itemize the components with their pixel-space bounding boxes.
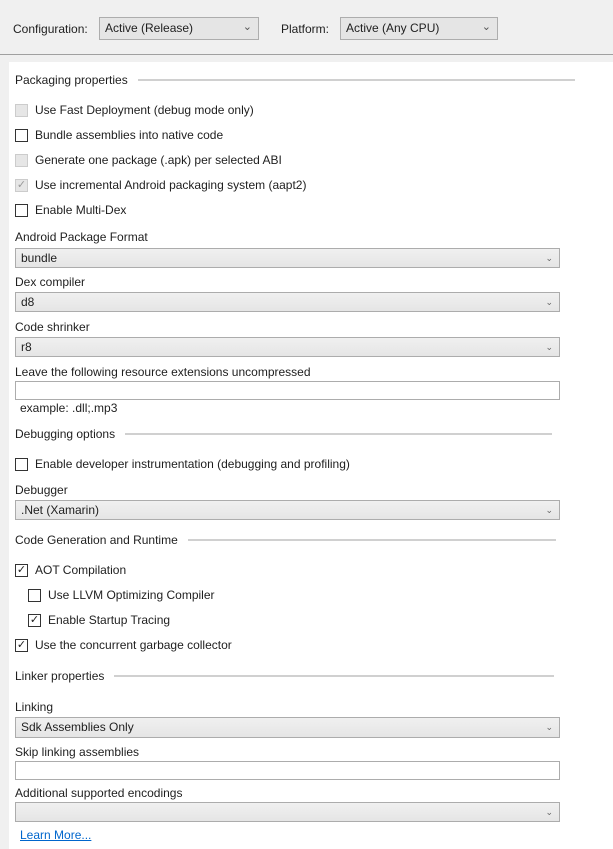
section-linker bbox=[15, 669, 554, 683]
checkmark-icon[interactable]: ✓ bbox=[16, 638, 27, 651]
fast-deployment-checkbox[interactable] bbox=[15, 103, 254, 117]
linking-label: Linking bbox=[15, 700, 54, 714]
encodings-label: Additional supported encodings bbox=[15, 786, 183, 800]
section-divider bbox=[138, 79, 575, 81]
chevron-down-icon: ⌄ bbox=[481, 21, 491, 33]
section-title: Debugging options bbox=[15, 427, 116, 441]
dex-compiler-label: Dex compiler bbox=[15, 275, 86, 289]
combo-value: bundle bbox=[21, 251, 58, 265]
per-abi-checkbox[interactable] bbox=[15, 153, 282, 167]
checkbox-label: Use Fast Deployment (debug mode only) bbox=[35, 103, 254, 117]
package-format-label: Android Package Format bbox=[15, 230, 148, 244]
configuration-value: Active (Release) bbox=[105, 21, 194, 35]
section-codegen bbox=[15, 533, 556, 547]
checkbox-box[interactable] bbox=[15, 104, 28, 117]
code-shrinker-label: Code shrinker bbox=[15, 320, 90, 334]
section-packaging bbox=[15, 73, 575, 87]
checkbox-box[interactable] bbox=[28, 589, 41, 602]
llvm-checkbox[interactable] bbox=[28, 588, 215, 602]
checkbox-box[interactable] bbox=[15, 129, 28, 142]
toolbar-divider bbox=[0, 54, 613, 55]
checkmark-icon[interactable]: ✓ bbox=[16, 563, 27, 576]
combo-value: Sdk Assemblies Only bbox=[21, 720, 134, 734]
checkbox-label: Enable Startup Tracing bbox=[48, 613, 171, 627]
checkbox-label: Use the concurrent garbage collector bbox=[35, 638, 232, 652]
dex-compiler-combo[interactable] bbox=[15, 292, 560, 312]
concurrent-gc-checkbox[interactable] bbox=[15, 638, 232, 652]
checkbox-box[interactable] bbox=[15, 458, 28, 471]
chevron-down-icon: ⌄ bbox=[242, 21, 252, 33]
checkbox-label: Use incremental Android packaging system (aapt2) bbox=[35, 178, 307, 192]
chevron-down-icon: ⌄ bbox=[545, 342, 553, 352]
bundle-assemblies-checkbox[interactable] bbox=[15, 128, 223, 142]
section-divider bbox=[188, 539, 556, 541]
checkbox-label: AOT Compilation bbox=[35, 563, 127, 577]
section-debugging bbox=[15, 427, 552, 441]
checkbox-label: Bundle assemblies into native code bbox=[35, 128, 224, 142]
multidex-checkbox[interactable] bbox=[15, 203, 126, 217]
learn-more-link[interactable]: Learn More... bbox=[20, 828, 92, 842]
debugger-label: Debugger bbox=[15, 483, 68, 497]
section-title: Code Generation and Runtime bbox=[15, 533, 178, 547]
section-divider bbox=[114, 675, 554, 677]
checkmark-icon[interactable]: ✓ bbox=[29, 613, 40, 626]
debugger-combo[interactable] bbox=[15, 500, 560, 520]
platform-label: Platform: bbox=[281, 22, 330, 36]
chevron-down-icon: ⌄ bbox=[545, 722, 553, 732]
package-format-combo[interactable] bbox=[15, 248, 560, 268]
configuration-combo[interactable] bbox=[99, 17, 259, 40]
checkbox-box[interactable] bbox=[15, 204, 28, 217]
instrumentation-checkbox[interactable] bbox=[15, 457, 350, 471]
linking-combo[interactable] bbox=[15, 717, 560, 738]
encodings-combo[interactable] bbox=[15, 802, 560, 822]
aapt2-checkbox[interactable] bbox=[15, 178, 306, 192]
configuration-label: Configuration: bbox=[13, 22, 88, 36]
combo-value: .Net (Xamarin) bbox=[21, 503, 100, 517]
checkbox-label: Enable developer instrumentation (debugging and profiling) bbox=[35, 457, 350, 471]
checkmark-icon[interactable]: ✓ bbox=[16, 178, 27, 191]
section-title: Linker properties bbox=[15, 669, 105, 683]
platform-combo[interactable] bbox=[340, 17, 498, 40]
checkbox-box[interactable] bbox=[15, 154, 28, 167]
checkbox-label: Enable Multi-Dex bbox=[35, 203, 127, 217]
code-shrinker-combo[interactable] bbox=[15, 337, 560, 357]
uncompressed-input[interactable] bbox=[15, 381, 560, 400]
chevron-down-icon: ⌄ bbox=[545, 807, 553, 817]
uncompressed-label: Leave the following resource extensions uncompressed bbox=[15, 365, 311, 379]
skip-linking-input[interactable] bbox=[15, 761, 560, 780]
chevron-down-icon: ⌄ bbox=[545, 505, 553, 515]
combo-value: d8 bbox=[21, 295, 35, 309]
aot-checkbox[interactable] bbox=[15, 563, 126, 577]
combo-value: r8 bbox=[21, 340, 32, 354]
skip-linking-label: Skip linking assemblies bbox=[15, 745, 140, 759]
section-divider bbox=[125, 433, 552, 435]
chevron-down-icon: ⌄ bbox=[545, 253, 553, 263]
platform-value: Active (Any CPU) bbox=[346, 21, 440, 35]
checkbox-label: Generate one package (.apk) per selected ABI bbox=[35, 153, 282, 167]
uncompressed-example: example: .dll;.mp3 bbox=[20, 401, 118, 415]
section-title: Packaging properties bbox=[15, 73, 128, 87]
chevron-down-icon: ⌄ bbox=[545, 297, 553, 307]
checkbox-label: Use LLVM Optimizing Compiler bbox=[48, 588, 215, 602]
startup-tracing-checkbox[interactable] bbox=[28, 613, 170, 627]
